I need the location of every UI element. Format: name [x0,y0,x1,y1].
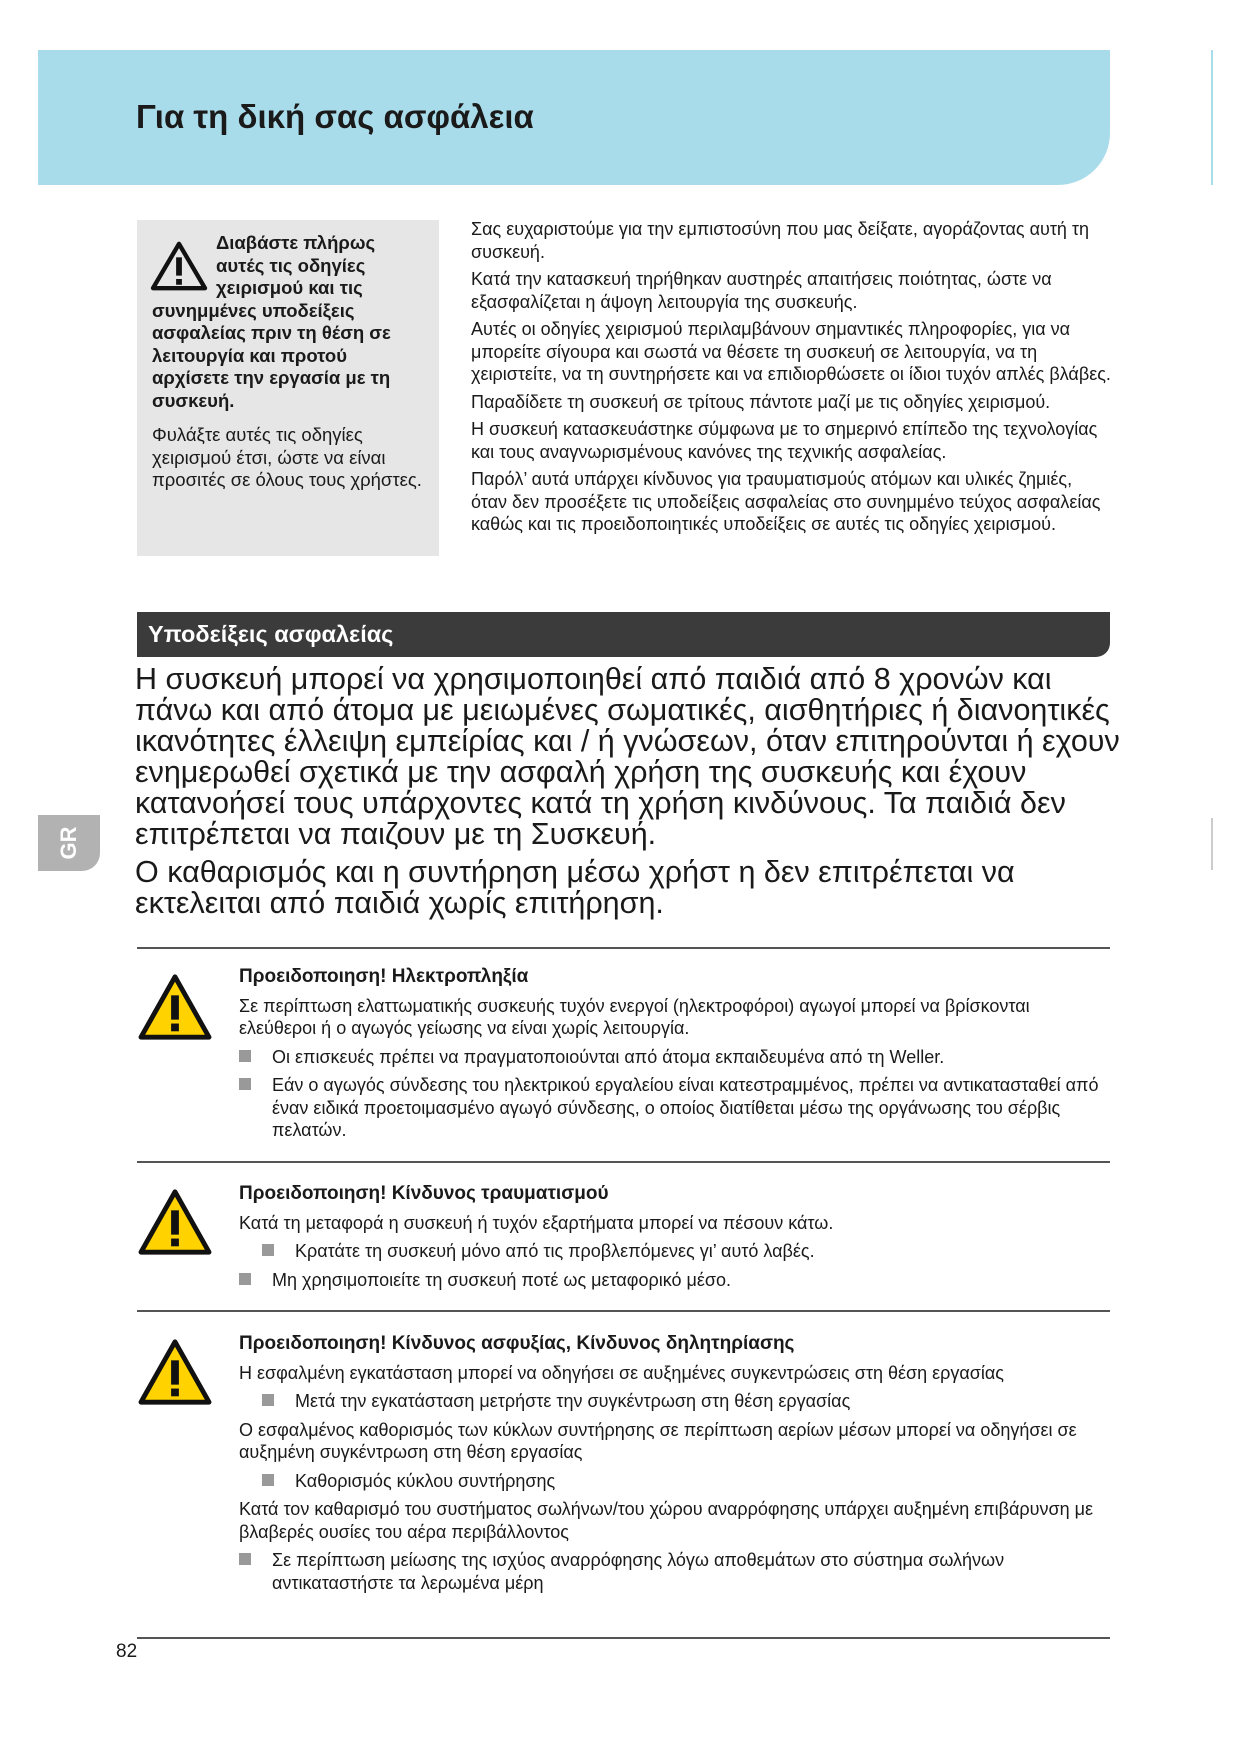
edge-marker-top [1211,50,1213,185]
warning-bullet: Μετά την εγκατάσταση μετρήστε την συγκέντρωση στη θέση εργασίας [262,1390,1110,1413]
edge-marker-middle [1211,818,1213,870]
warning-bullet: Εάν ο αγωγός σύνδεσης του ηλεκτρικού εργαλείου είναι κατεστραμμένος, πρέπει να αντικατασταθεί από έναν ειδικά προετοιμασμένο αγωγό σύνδεσης, ο οποίος διατίθεται μέσω της οργάνωσης του σέρβις πελατών. [239,1074,1110,1142]
warning-asphyxiation [137,1333,1110,1600]
square-bullet-icon [262,1474,274,1486]
warning-triangle-icon [137,1337,213,1407]
page-number: 82 [116,1641,138,1662]
warning-text: Κατά τη μεταφορά η συσκευή ή τυχόν εξαρτήματα μπορεί να πέσουν κάτω. [239,1212,834,1233]
section-header-bar [137,612,1110,657]
intro-column [471,218,1111,541]
square-bullet-icon [239,1050,251,1062]
language-tab [38,815,100,871]
divider [137,1161,1110,1163]
warning-electric-shock [137,966,1110,1148]
intro-paragraph: Παρόλ’ αυτά υπάρχει κίνδυνος για τραυματισμούς ατόμων και υλικές ζημιές, όταν δεν προσέξετε τις υποδείξεις ασφαλείας στο συνημμένο τεύχος ασφαλείας καθώς και τις προειδοποιητικές υποδείξεις σε αυτές τις οδηγίες χειρισμού. [471,469,1101,534]
warning-text: Κατά τον καθαρισμό του συστήματος σωλήνων/του χώρου αναρρόφησης υπάρχει αυξημένη επιβάρυνση με βλαβερές ουσίες του αέρα περιβάλλοντος [239,1499,1094,1542]
warning-bullet: Οι επισκευές πρέπει να πραγματοποιούνται από άτομα εκπαιδευμένα από τη Weller. [239,1046,1110,1069]
divider [137,947,1110,949]
divider [137,1637,1110,1639]
section-title: Υποδείξεις ασφαλείας [148,621,394,647]
square-bullet-icon [239,1273,251,1285]
warning-text: Η εσφαλμένη εγκατάσταση μπορεί να οδηγήσει σε αυξημένες συγκεντρώσεις στη θέση εργασίας [239,1362,1004,1383]
intro-paragraph: Κατά την κατασκευή τηρήθηκαν αυστηρές απαιτήσεις ποιότητας, ώστε να εξασφαλίζεται η άψογη λειτουργία της συσκευής. [471,269,1052,312]
intro-notice-box [137,220,439,556]
warning-text: Ο εσφαλμένος καθορισμός των κύκλων συντήρησης σε περίπτωση αερίων μέσων μπορεί να οδηγήσει σε αυξημένη συγκέντρωση στη θέση εργασίας [239,1419,1077,1462]
intro-paragraph: Η συσκευή κατασκευάστηκε σύμφωνα με το σημερινό επίπεδο της τεχνολογίας και τους αναγνωρισμένους κανόνες της τεχνικής ασφαλείας. [471,419,1098,462]
divider [137,1310,1110,1312]
child-safety-notice [135,664,1120,926]
square-bullet-icon [239,1553,251,1565]
square-bullet-icon [262,1244,274,1256]
language-tab-label: GR [56,826,81,860]
intro-notice-text: Φυλάξτε αυτές τις οδηγίες χειρισμού έτσι, ώστε να είναι προσιτές σε όλους τους χρήστες. [152,424,422,490]
warning-triangle-icon [137,1187,213,1257]
intro-notice-bold: Διαβάστε πλήρως αυτές τις οδηγίες χειρισμού και τις συνημμένες υποδείξεις ασφαλείας πριν τη θέση σε λειτουργία και προτού αρχίσετε την εργασία με τη συσκευή. [152,232,391,411]
intro-paragraph: Αυτές οι οδηγίες χειρισμού περιλαμβάνουν σημαντικές πληροφορίες, για να μπορείτε σίγουρα και σωστά να θέσετε τη συσκευή σε λειτουργία, να τη χειριστείτε, να τη συντηρήσετε και να επιδιορθώσετε οι ίδιοι τυχόν απλές βλάβες. [471,319,1111,384]
warning-bullet: Κρατάτε τη συσκευή μόνο από τις προβλεπόμενες γι’ αυτό λαβές. [262,1240,1110,1263]
warning-title: Προειδοποιηση! Κίνδυνος τραυματισμού [239,1183,609,1204]
warning-title: Προειδοποιηση! Κίνδυνος ασφυξίας, Κίνδυνος δηλητηρίασης [239,1333,795,1354]
child-safety-paragraph: Η συσκευή μπορεί να χρησιμοποιηθεί από παιδιά από 8 χρονών και πάνω και από άτομα με μειωμένες σωματικές, αισθητήριες ή διανοητικές ικανότητες έλλειψη εμπείρίας και / ή γνώσεων, όταν επιτηρούνται ή εχουν ενημερωθεί σχετικά με την ασφαλή χρήση της συσκευής και έχουν κατανοήσεί τους υπάρχοντες κατά τη χρήση κινδύνους. Τα παιδιά δεν επιτρέπεται να παιζουν με τη Συσκευή. [135,662,1120,851]
square-bullet-icon [262,1394,274,1406]
square-bullet-icon [239,1078,251,1090]
warning-outline-icon [150,240,208,292]
warning-title: Προειδοποιηση! Ηλεκτροπληξία [239,966,529,987]
intro-paragraph: Σας ευχαριστούμε για την εμπιστοσύνη που μας δείξατε, αγοράζοντας αυτή τη συσκευή. [471,219,1090,262]
warning-injury [137,1183,1110,1297]
header-band [38,50,1110,185]
intro-paragraph: Παραδίδετε τη συσκευή σε τρίτους πάντοτε μαζί με τις οδηγίες χειρισμού. [471,391,1051,412]
warning-bullet: Μη χρησιμοποιείτε τη συσκευή ποτέ ως μεταφορικό μέσο. [239,1269,1110,1292]
warning-bullet: Καθορισμός κύκλου συντήρησης [262,1470,1110,1493]
warning-bullet: Σε περίπτωση μείωσης της ισχύος αναρρόφησης λόγω αποθεμάτων στο σύστημα σωλήνων αντικαταστήστε τα λερωμένα μέρη [239,1549,1110,1594]
page-title: Για τη δική σας ασφάλεια [136,98,534,135]
warning-triangle-icon [137,972,213,1042]
warning-text: Σε περίπτωση ελαττωματικής συσκευής τυχόν ενεργοί (ηλεκτροφόροι) αγωγοί μπορεί να βρίσκονται ελεύθεροι ή ο αγωγός γείωσης να είναι χωρίς λειτουργία. [239,995,1030,1038]
child-safety-paragraph: Ο καθαρισμός και η συντήρηση μέσω χρήστ η δεν επιτρέπεται να εκτελειται από παιδιά χωρίς επιτήρηση. [135,855,1015,920]
